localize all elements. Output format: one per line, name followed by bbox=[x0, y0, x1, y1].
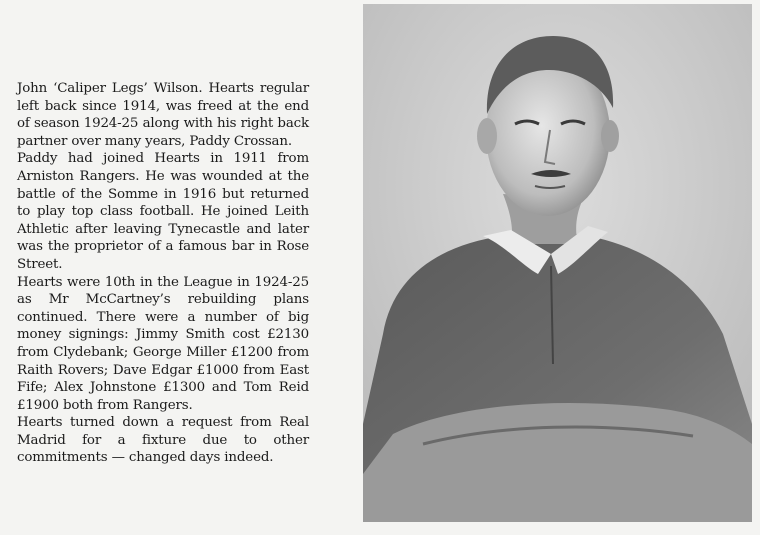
caption-paragraph-4: Hearts turned down a request from Real Madrid for a fixture due to other commitments — changed days indeed. bbox=[17, 415, 309, 466]
caption-paragraph-1: John ‘Caliper Legs’ Wilson. Hearts regular left back since 1914, was freed at the end of season 1924-25 along with his right back partner over many years, Paddy Crossan. bbox=[17, 81, 309, 149]
caption-paragraph-2: Paddy had joined Hearts in 1911 from Arniston Rangers. He was wounded at the battle of the Somme in 1916 but returned to play top class football. He joined Leith Athletic after leaving Tynecastle and later was the proprietor of a famous bar in Rose Street. bbox=[17, 151, 309, 272]
caption-paragraph-3: Hearts were 10th in the League in 1924-25 as Mr McCartney’s rebuilding plans continued. There were a number of big money signings: Jimmy Smith cost £2130 from Clydebank; George Miller £1200 from Raith Rovers; Dave Edgar £1000 from East Fife; Alex Johnstone £1300 and Tom Reid £1900 both from Rangers. bbox=[17, 274, 309, 413]
caption-text bbox=[17, 80, 309, 467]
portrait-photo bbox=[363, 4, 752, 522]
